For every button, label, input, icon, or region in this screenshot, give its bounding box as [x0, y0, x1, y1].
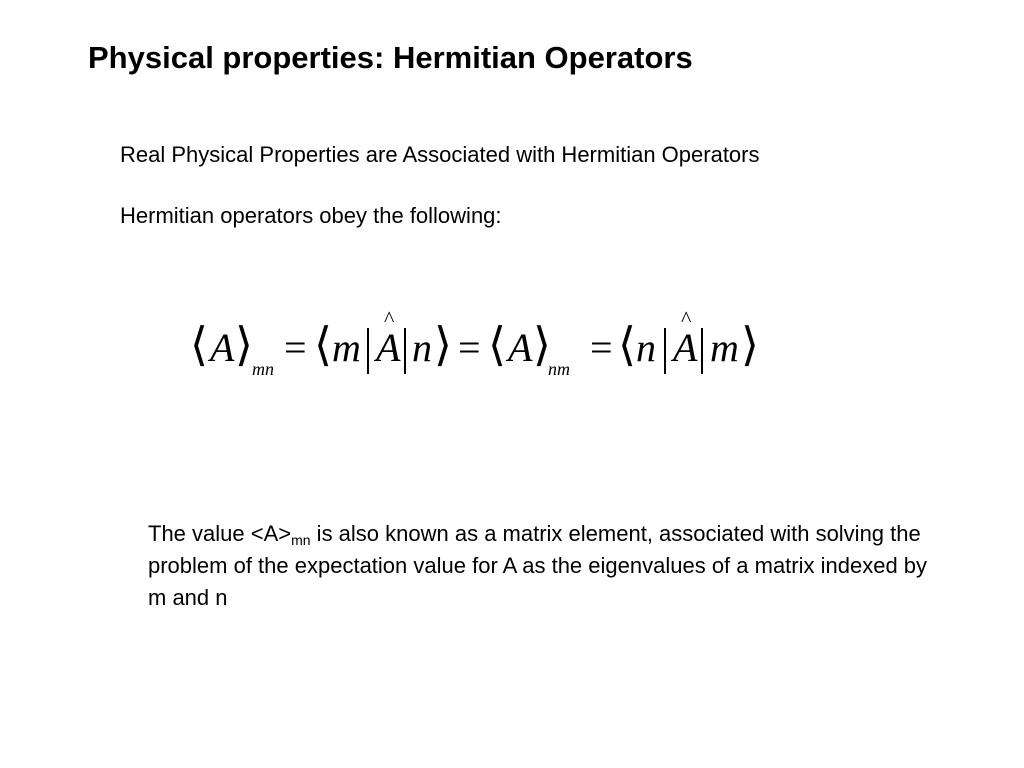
statement-line: Hermitian operators obey the following: [120, 203, 502, 228]
vertical-bar [701, 328, 703, 374]
equals-sign: = [284, 325, 307, 370]
equals-sign: = [458, 325, 481, 370]
operator-a-hat: A [673, 325, 698, 370]
paragraph-subscript: mn [291, 532, 311, 548]
hat-accent: ^ [384, 306, 395, 331]
right-angle-bracket: ⟩ [434, 319, 452, 370]
subscript-mn: mn [252, 359, 274, 379]
operator-a: A [210, 325, 235, 370]
bra-n: n [636, 325, 656, 370]
paragraph-text: is also known as a matrix element, associated with solving the problem of the expectation value for A as the eigenvalues of a matrix indexed by m and n [148, 521, 928, 610]
subscript-nm: nm [548, 359, 570, 379]
operator-a: A [508, 325, 533, 370]
paragraph-text: The value <A> [148, 521, 292, 546]
left-angle-bracket: ⟨ [190, 319, 208, 370]
hermitian-equation [190, 300, 770, 400]
right-angle-bracket: ⟩ [533, 319, 551, 370]
ket-n: n [412, 325, 432, 370]
right-angle-bracket: ⟩ [235, 319, 253, 370]
bra-m: m [332, 325, 361, 370]
vertical-bar [367, 328, 369, 374]
hat-accent: ^ [681, 306, 692, 331]
left-angle-bracket: ⟨ [488, 319, 506, 370]
explanation-paragraph [148, 518, 948, 614]
equals-sign: = [590, 325, 613, 370]
ket-m: m [710, 325, 739, 370]
right-angle-bracket: ⟩ [741, 319, 759, 370]
statement-line: Real Physical Properties are Associated with Hermitian Operators [120, 142, 760, 167]
slide-title: Physical properties: Hermitian Operators [88, 40, 693, 75]
vertical-bar [404, 328, 406, 374]
left-angle-bracket: ⟨ [618, 319, 636, 370]
operator-a-hat: A [376, 325, 401, 370]
vertical-bar [664, 328, 666, 374]
left-angle-bracket: ⟨ [314, 319, 332, 370]
